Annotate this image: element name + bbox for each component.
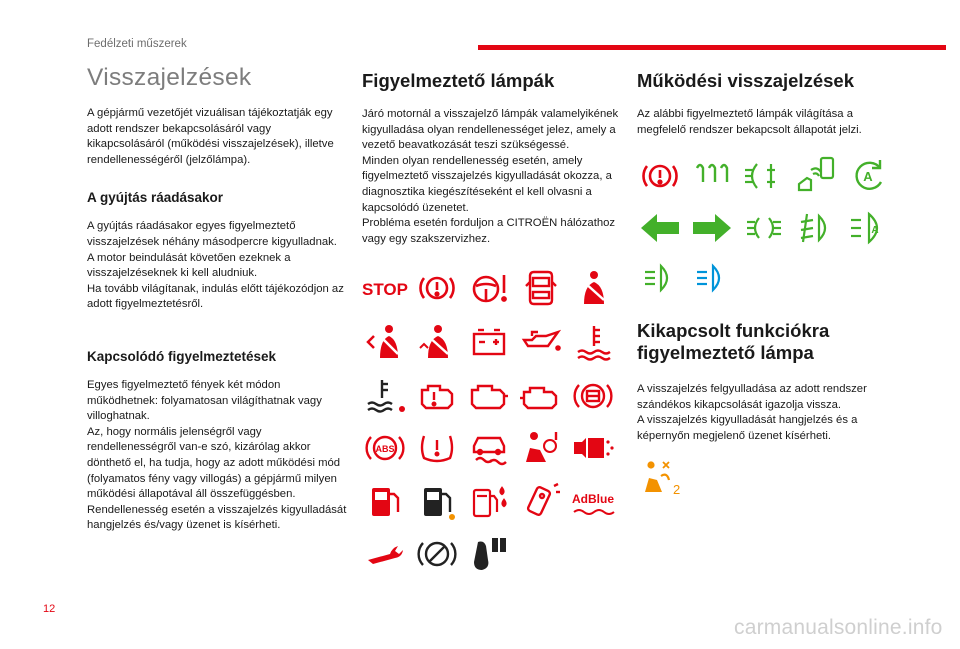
warning-lamps-heading: Figyelmeztető lámpák (362, 70, 555, 91)
dipped-beam-icon (793, 208, 839, 248)
section-header: Fedélzeti műszerek (87, 38, 187, 50)
right-column (637, 64, 899, 138)
brake-assist-icon (637, 156, 683, 196)
related-heading: Kapcsolódó figyelmeztetések (87, 348, 277, 364)
abs-icon (362, 428, 408, 468)
auto-headlamp-icon (845, 208, 891, 248)
page-number: 12 (43, 603, 56, 615)
operation-indicators-heading: Működési visszajelzések (637, 70, 854, 91)
coolant-temp-icon (570, 322, 616, 362)
engine-fault-icon (414, 376, 460, 416)
park-assist-icon (793, 156, 839, 196)
disabled-section (637, 320, 899, 444)
operation-indicators-text: Az alábbi figyelmeztető lámpák világítása a megfelelő rendszer bekapcsolt állapotát jelzi. (637, 108, 862, 136)
service-wrench-icon (362, 534, 408, 574)
glow-plug-icon (689, 156, 735, 196)
seatbelt-driver-icon (570, 268, 616, 308)
fuel-reserve-icon (414, 482, 460, 522)
main-beam-icon (689, 258, 735, 298)
svg-text:2: 2 (673, 482, 681, 497)
fuel-level-low-icon (362, 482, 408, 522)
page-title: Visszajelzések (87, 64, 252, 91)
seatbelt-passenger-left-icon (362, 322, 408, 362)
svg-text:A: A (871, 225, 879, 236)
foot-on-brake-icon (466, 534, 512, 574)
seatbelt-rear-icon (414, 322, 460, 362)
brake-warning-icon (414, 268, 460, 308)
turn-right-icon (689, 208, 735, 248)
particle-filter-icon (570, 428, 616, 468)
airbag-off-icon (637, 458, 683, 498)
disabled-heading: Kikapcsolt funkciókra figyelmeztető lámpa (637, 320, 830, 363)
header-rule (478, 45, 946, 50)
turn-left-icon (637, 208, 683, 248)
stop-label: STOP (362, 280, 408, 299)
electric-parking-brake-icon (414, 534, 460, 574)
airbag-warning-icon (518, 428, 564, 468)
engine-warning-icon (466, 376, 512, 416)
disabled-text: A visszajelzés felgyulladása az adott rendszer szándékos kikapcsolását igazolja vissza. A visszajelzés kigyulladását hangjelzés és a képernyőn megjelenő üzenet kísérheti. (637, 383, 867, 442)
middle-column (362, 64, 624, 247)
adblue-label: AdBlue (572, 492, 614, 506)
fog-lamp-green-icon (637, 258, 683, 298)
warning-lamps-text: Járó motornál a visszajelző lámpák valamelyikének kigyulladása olyan rendellenességet jelez, amely a vezető beavatkozását teszi szükségessé. Minden olyan rendellenesség esetén, amely figyelmeztető visszajelzés kigyulladását okozza, a diagnosztika kiegészítéseként el kell olvasni a kapcsolódó üzenetet. Probléma esetén forduljon a CITROËN hálózathoz vagy egy szakszervizhez. (362, 108, 619, 245)
brake-pad-icon (570, 376, 616, 416)
abs-label: ABS (375, 444, 395, 454)
stop-icon (362, 268, 408, 308)
oil-pressure-icon (518, 322, 564, 362)
svg-text:A: A (863, 169, 873, 184)
auto-stop-start-icon (845, 156, 891, 196)
sidelights-icon (741, 208, 787, 248)
adblue-icon (570, 482, 616, 522)
remote-key-battery-icon (518, 482, 564, 522)
watermark: carmanualsonline.info (734, 616, 943, 639)
related-text: Egyes figyelmeztető fények két módon működhetnek: folyamatosan világíthatnak vagy villoghatnak. Az, hogy normális jelenségről vagy rendellenességről van-e szó, kizárólag akkor dönthető el, ha tudja, hogy az adott működési mód (folyamatos fény vagy villogás) a gépjármű milyen működési állapotával áll összefüggésben. Rendellenesség esetén a visszajelzés kigyulladását hangjelzés és/vagy üzenet is kísérheti. (87, 378, 347, 532)
battery-icon (466, 322, 512, 362)
coolant-level-icon (362, 376, 408, 416)
front-fog-light-icon (741, 156, 787, 196)
engine-diagnosis-icon (518, 376, 564, 416)
fuel-water-icon (466, 482, 512, 522)
power-steering-icon (466, 268, 512, 308)
left-column (87, 64, 349, 534)
door-open-icon (518, 268, 564, 308)
ignition-text: A gyújtás ráadásakor egyes figyelmeztető visszajelzések néhány másodpercre kigyulladnak. A motor beindulását követően ezeknek a visszajelzéseknek ki kell aludniuk. Ha tovább világítanak, indulás előtt tájékozódjon az adott figyelmeztetésről. (87, 220, 344, 311)
ignition-heading: A gyújtás ráadásakor (87, 190, 224, 206)
stability-control-icon (466, 428, 512, 468)
intro-text: A gépjármű vezetőjét vizuálisan tájékoztatják egy adott rendszer bekapcsolásáról vagy kikapcsolásáról (működési visszajelzések), illetve rendellenességéről (jelzőlámpa). (87, 107, 334, 166)
tyre-pressure-icon (414, 428, 460, 468)
